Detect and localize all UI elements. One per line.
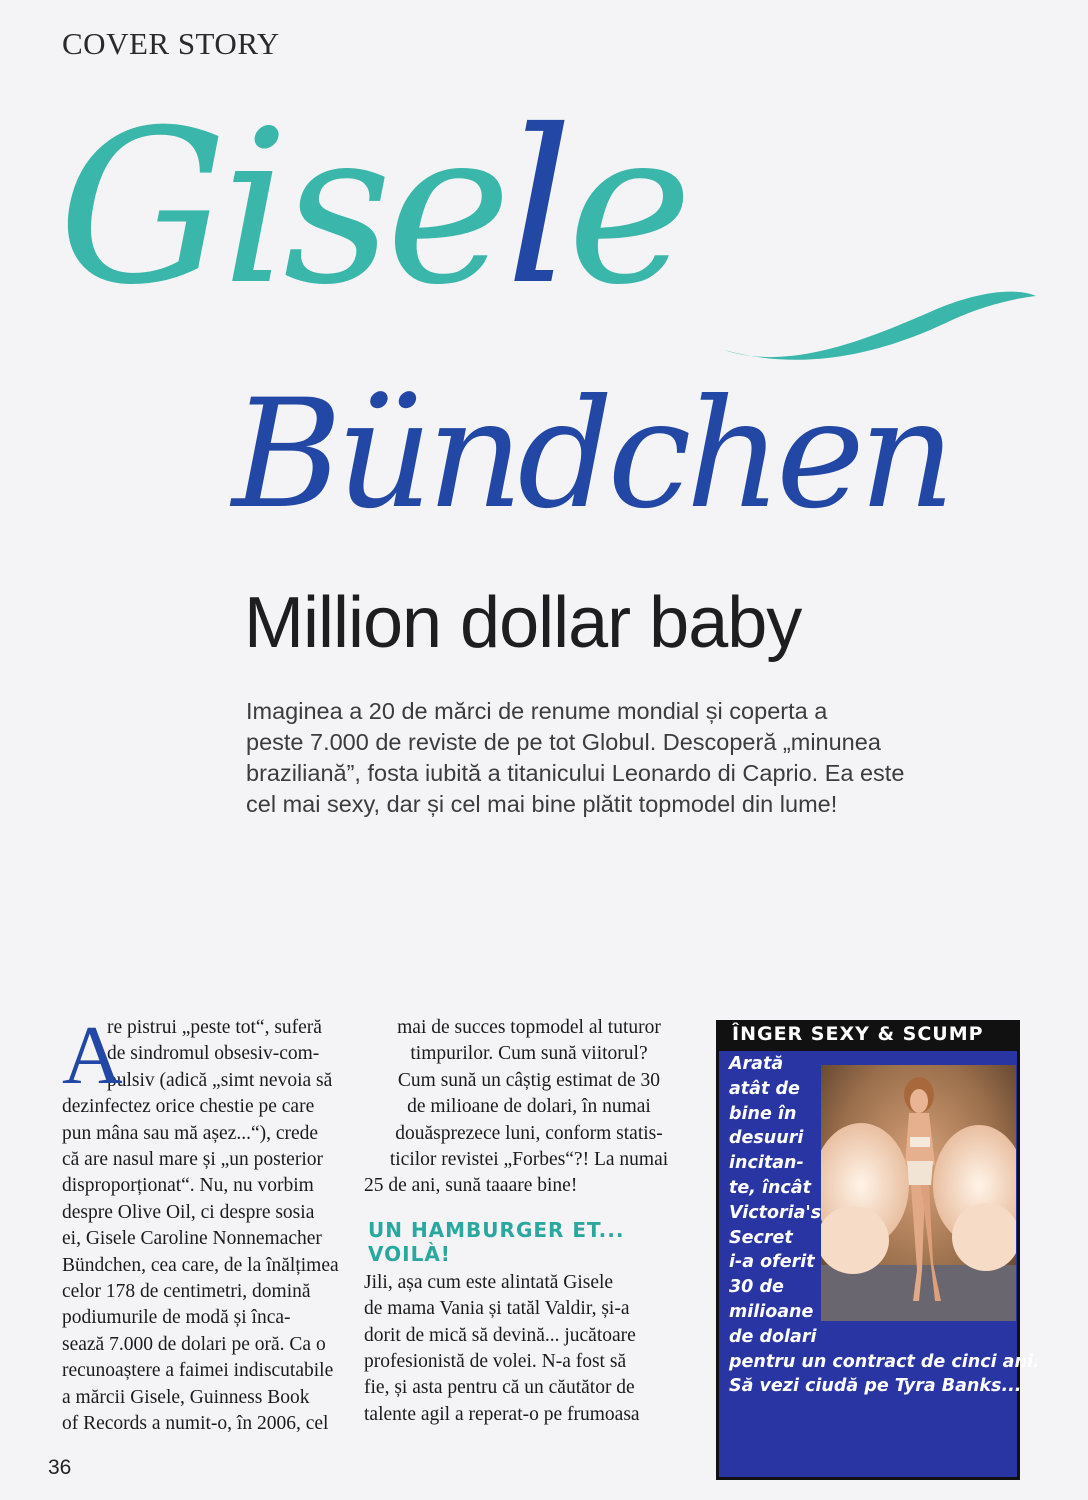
sidebar-line: incitan- (729, 1153, 804, 1174)
body-line: pun mâna sau mă așez...“), crede (62, 1122, 319, 1144)
sidebar-caption (729, 1052, 1040, 1399)
sidebar-line: Victoria's (729, 1202, 822, 1223)
article-subtitle: Million dollar baby (244, 583, 802, 663)
body-line: mai de succes topmodel al tuturor (397, 1017, 661, 1038)
body-line: of Records a numit-o, în 2006, cel (62, 1413, 329, 1435)
title-part-3: e (567, 84, 687, 331)
sidebar-line: pentru un contract de cinci ani. (729, 1351, 1040, 1372)
body-line: de sindromul obsesiv-com- (107, 1043, 320, 1065)
body-line: podiumurile de modă și înca- (62, 1307, 291, 1329)
body-line: douăsprezece luni, conform statis- (395, 1122, 663, 1144)
section-subhead (368, 1218, 694, 1266)
body-line: fie, și asta pentru că un căutător de (364, 1377, 635, 1399)
sidebar-line: milioane (729, 1301, 814, 1322)
sidebar-box (716, 1020, 1040, 1480)
sidebar-line: Arată (729, 1054, 784, 1074)
intro-paragraph (246, 696, 936, 820)
sidebar-title: ÎNGER SEXY & SCUMP (716, 1020, 1020, 1048)
body-line: sează 7.000 de dolari pe oră. Ca o (62, 1333, 326, 1355)
subhead-line: UN HAMBURGER ET... (368, 1217, 625, 1242)
body-line: ticilor revistei „Forbes“?! La numai (389, 1149, 669, 1171)
body-line: re pistrui „peste tot“, suferă (107, 1017, 322, 1038)
body-line: profesionistă de volei. N-a fost să (364, 1351, 627, 1373)
title-last-name: Bündchen (232, 368, 950, 542)
sidebar-line: 30 de (729, 1277, 784, 1298)
sidebar-line: i-a oferit (729, 1252, 815, 1273)
title-part-2: l (505, 84, 568, 331)
intro-line: braziliană”, fosta iubită a titanicului Leonardo di Caprio. Ea este (246, 760, 905, 786)
title-swash-decoration (720, 280, 1040, 370)
body-line: ei, Gisele Caroline Nonnemacher (62, 1228, 322, 1250)
body-line: că are nasul mare și „un posterior (62, 1149, 323, 1171)
title-part-1: Gise (58, 84, 506, 331)
sidebar-line: atât de (729, 1078, 800, 1099)
intro-line: cel mai sexy, dar și cel mai bine plătit topmodel din lume! (246, 791, 838, 817)
sidebar-line: desuuri (729, 1128, 804, 1149)
body-line: pulsiv (adică „simt nevoia să (107, 1069, 333, 1091)
sidebar-line: de dolari (729, 1326, 817, 1347)
sidebar-line: Să vezi ciudă pe Tyra Banks... (729, 1376, 1022, 1397)
body-line: Jili, așa cum este alintată Gisele (364, 1271, 614, 1293)
intro-line: peste 7.000 de reviste de pe tot Globul. Descoperă „minunea (246, 729, 881, 755)
body-line: recunoaștere a faimei indiscutabile (62, 1360, 334, 1382)
section-label: COVER STORY (62, 26, 280, 61)
body-line: Cum sună un câștig estimat de 30 (397, 1069, 661, 1091)
body-line: a mărcii Gisele, Guinness Book (62, 1386, 310, 1408)
body-column-1 (62, 1009, 367, 1438)
body-line: de mama Vania și tatăl Valdir, și-a (364, 1298, 630, 1320)
body-line: despre Olive Oil, ci despre sosia (62, 1201, 315, 1223)
body-column-2 (364, 1015, 694, 1428)
drop-cap: A (62, 1009, 123, 1102)
body-line: dezinfectez orice chestie pe care (62, 1096, 315, 1118)
sidebar-panel (716, 1048, 1040, 1480)
body-line: timpurilor. Cum sună viitorul? (410, 1043, 648, 1065)
body-line: dorit de mică să devină... jucătoare (364, 1324, 636, 1346)
page-number: 36 (48, 1456, 72, 1479)
body-line: celor 178 de centimetri, domină (62, 1281, 311, 1303)
subhead-line: VOILÀ! (368, 1241, 451, 1266)
body-line: de milioane de dolari, în numai (407, 1096, 651, 1118)
sidebar-line: te, încât (729, 1177, 811, 1198)
body-line: Bündchen, cea care, de la înălțimea (62, 1254, 339, 1276)
intro-line: Imaginea a 20 de mărci de renume mondial și coperta a (246, 698, 828, 724)
body-line: disproporționat“. Nu, nu vorbim (62, 1175, 314, 1197)
title-first-name (58, 84, 687, 331)
sidebar-line: bine în (729, 1103, 797, 1124)
body-line: talente agil a reperat-o pe frumoasa (364, 1403, 640, 1425)
body-line: 25 de ani, sună taaare bine! (364, 1175, 578, 1197)
sidebar-line: Secret (729, 1227, 793, 1248)
